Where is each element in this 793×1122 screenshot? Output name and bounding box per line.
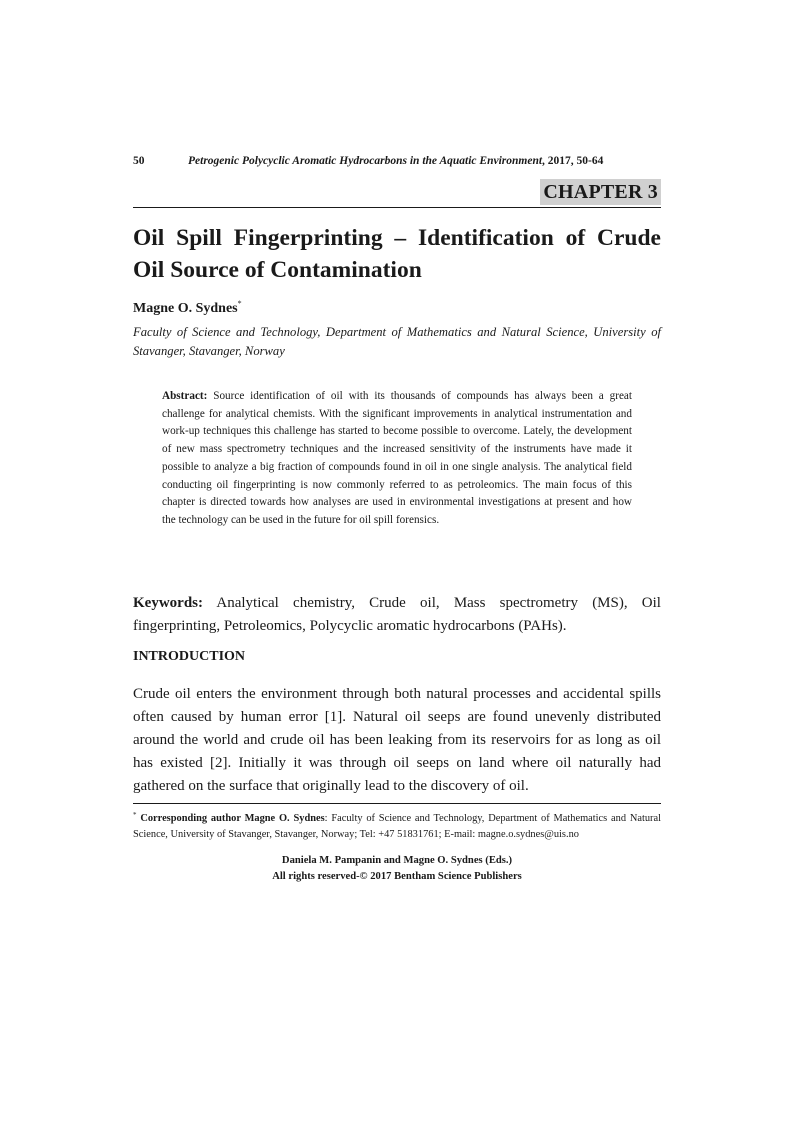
abstract [162, 388, 632, 530]
rights-line: All rights reserved-© 2017 Bentham Science Publishers [272, 871, 522, 882]
footnote-label: Corresponding author Magne O. Sydnes [140, 813, 325, 824]
paper-title: Oil Spill Fingerprinting – Identification of Crude Oil Source of Contamination [133, 225, 661, 283]
source-details: , 2017, 50-64 [542, 155, 604, 167]
footnote-marker: * [133, 811, 137, 819]
source-title: Petrogenic Polycyclic Aromatic Hydrocarbons in the Aquatic Environment [188, 155, 543, 167]
section-heading-introduction: INTRODUCTION [133, 649, 246, 664]
running-head [133, 155, 661, 167]
abstract-label: Abstract: [162, 390, 208, 402]
header-divider [133, 207, 661, 208]
keywords [133, 592, 661, 638]
footnote [133, 807, 661, 843]
chapter-label: CHAPTER 3 [540, 179, 661, 205]
abstract-text: Source identification of oil with its thousands of compounds has always been a great challenge for analytical chemists. With the significant improvements in analytical instrumentation and work-up techniques this challenge has started to become possible to overcome. Lately, the development of new mass spectrometry techniques and the increased sensitivity of the instruments have made it possible to analyze a big fraction of compounds found in oil in one single analysis. The analytical field conducting oil fingerprinting is now commonly referred to as petroleomics. The main focus of this chapter is directed towards how analyses are used in environmental investigations at present and how the technology can be used in the future for oil spill forensics. [162, 390, 632, 526]
keywords-label: Keywords: [133, 595, 203, 611]
footnote-text: : Faculty of Science and Technology, Department of Mathematics and Natural Science, University of Stavanger, Stavanger, Norway; Tel: +47 51831761; E-mail: magne.o.sydnes@uis.no [133, 813, 661, 840]
publisher-credits [133, 853, 661, 885]
page-number: 50 [133, 155, 145, 167]
editors-line: Daniela M. Pampanin and Magne O. Sydnes (Eds.) [281, 855, 513, 866]
author-name: Magne O. Sydnes [133, 301, 238, 316]
introduction-paragraph: Crude oil enters the environment through both natural processes and accidental spills often caused by human error [1]. Natural oil seeps are found unevenly distributed around the world and crude oil has been leaking from its reservoirs for as long as oil has existed [2]. Initially it was through oil seeps on land where oil naturally had gathered on the surface that originally lead to the discovery of oil. [133, 686, 661, 794]
footnote-divider [133, 803, 661, 804]
keywords-text: Analytical chemistry, Crude oil, Mass spectrometry (MS), Oil fingerprinting, Petroleomics, Polycyclic aromatic hydrocarbons (PAHs). [133, 595, 661, 634]
author [133, 299, 242, 317]
author-affiliation: Faculty of Science and Technology, Department of Mathematics and Natural Science, University of Stavanger, Stavanger, Norway [133, 325, 661, 358]
author-footnote-marker: * [237, 299, 242, 308]
